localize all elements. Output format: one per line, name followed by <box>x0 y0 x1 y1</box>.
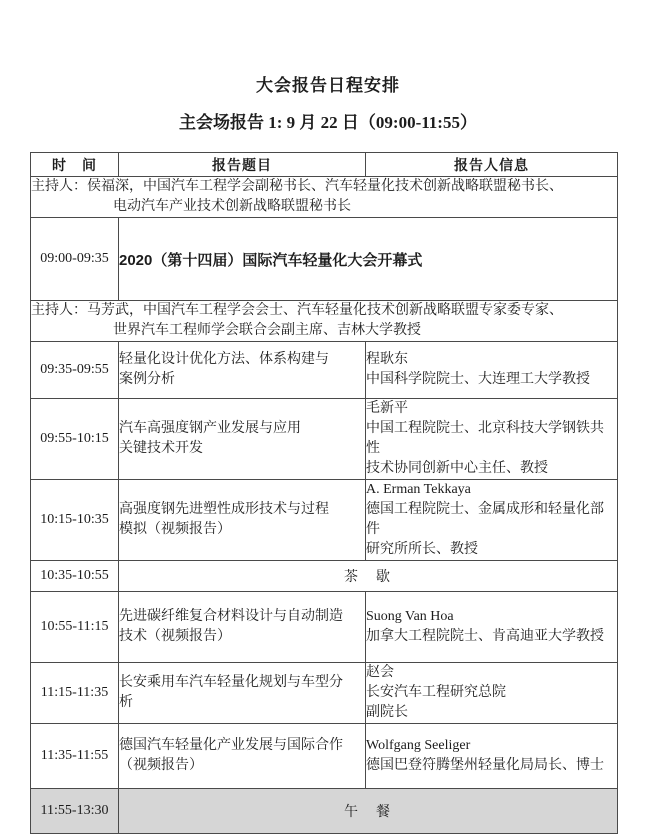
talk-title-cell <box>119 724 366 789</box>
talk-title-cell <box>119 592 366 663</box>
lunch-row <box>31 789 618 834</box>
talk-row <box>31 724 618 789</box>
time-cell: 11:55-13:30 <box>31 789 119 834</box>
moderator-cell <box>31 301 618 342</box>
col-header-time: 时 间 <box>31 153 119 177</box>
moderator-row <box>31 301 618 342</box>
table-header-row <box>31 153 618 177</box>
time-cell: 11:35-11:55 <box>31 724 119 789</box>
speaker-line: 毛新平 <box>366 401 408 416</box>
speaker-line: 德国巴登符腾堡州轻量化局局长、博士 <box>366 758 604 773</box>
talk-title-line: 案例分析 <box>119 372 175 387</box>
talk-title-cell <box>119 480 366 561</box>
speaker-line: A. Erman Tekkaya <box>366 482 471 497</box>
speaker-cell <box>366 342 618 399</box>
time-cell: 10:35-10:55 <box>31 561 119 592</box>
break-label: 茶 歇 <box>119 561 618 592</box>
speaker-line: Suong Van Hoa <box>366 609 454 624</box>
opening-title-cell: 2020（第十四届）国际汽车轻量化大会开幕式 <box>119 218 618 301</box>
talk-title-line: 长安乘用车汽车轻量化规划与车型分 <box>119 675 343 690</box>
time-cell: 09:35-09:55 <box>31 342 119 399</box>
opening-row <box>31 218 618 301</box>
talk-title-line: 先进碳纤维复合材料设计与自动制造 <box>119 609 343 624</box>
speaker-line: 赵会 <box>366 665 394 680</box>
talk-row <box>31 663 618 724</box>
talk-title-line: 技术（视频报告） <box>119 629 231 644</box>
moderator-row <box>31 177 618 218</box>
speaker-line: 加拿大工程院院士、肯高迪亚大学教授 <box>366 629 604 644</box>
talk-row <box>31 342 618 399</box>
talk-title-line: 高强度钢先进塑性成形技术与过程 <box>119 502 329 517</box>
speaker-line: 长安汽车工程研究总院 <box>366 685 506 700</box>
moderator-line: 主持人：马芳武，中国汽车工程学会会士、汽车轻量化技术创新战略联盟专家委专家、 <box>31 303 563 318</box>
speaker-line: 德国工程院院士、金属成形和轻量化部件 <box>366 502 604 537</box>
moderator-line: 世界汽车工程师学会联合会副主席、吉林大学教授 <box>113 323 421 338</box>
talk-row <box>31 480 618 561</box>
time-cell: 11:15-11:35 <box>31 663 119 724</box>
talk-row <box>31 592 618 663</box>
time-cell: 09:55-10:15 <box>31 399 119 480</box>
speaker-line: 程耿东 <box>366 352 408 367</box>
schedule-table-body <box>31 177 618 834</box>
talk-title-cell <box>119 399 366 480</box>
talk-row <box>31 399 618 480</box>
talk-title-cell <box>119 663 366 724</box>
talk-title-cell <box>119 342 366 399</box>
speaker-line: 中国工程院院士、北京科技大学钢铁共性 <box>366 421 604 456</box>
talk-title-line: 德国汽车轻量化产业发展与国际合作 <box>119 738 343 753</box>
talk-title-line: 析 <box>119 695 133 710</box>
speaker-cell <box>366 480 618 561</box>
speaker-line: Wolfgang Seeliger <box>366 738 471 753</box>
speaker-cell <box>366 663 618 724</box>
moderator-cell <box>31 177 618 218</box>
col-header-report-title: 报告题目 <box>119 153 366 177</box>
speaker-line: 中国科学院院士、大连理工大学教授 <box>366 372 590 387</box>
time-cell: 10:55-11:15 <box>31 592 119 663</box>
speaker-line: 研究所所长、教授 <box>366 542 478 557</box>
talk-title-line: 模拟（视频报告） <box>119 522 231 537</box>
speaker-cell <box>366 724 618 789</box>
page-title: 大会报告日程安排 <box>256 76 400 95</box>
moderator-line: 主持人：侯福深，中国汽车工程学会副秘书长、汽车轻量化技术创新战略联盟秘书长、 <box>31 179 563 194</box>
speaker-line: 技术协同创新中心主任、教授 <box>366 461 548 476</box>
schedule-table <box>30 152 618 834</box>
moderator-line: 电动汽车产业技术创新战略联盟秘书长 <box>113 199 351 214</box>
speaker-cell <box>366 592 618 663</box>
page-subtitle: 主会场报告 1: 9 月 22 日（09:00-11:55） <box>179 113 477 132</box>
lunch-label: 午 餐 <box>119 789 618 834</box>
speaker-line: 副院长 <box>366 705 408 720</box>
time-cell: 10:15-10:35 <box>31 480 119 561</box>
talk-title-line: 汽车高强度钢产业发展与应用 <box>119 421 301 436</box>
talk-title-line: （视频报告） <box>119 758 203 773</box>
break-row <box>31 561 618 592</box>
speaker-cell <box>366 399 618 480</box>
talk-title-line: 关键技术开发 <box>119 441 203 456</box>
talk-title-line: 轻量化设计优化方法、体系构建与 <box>119 352 329 367</box>
time-cell: 09:00-09:35 <box>31 218 119 301</box>
col-header-speaker-info: 报告人信息 <box>366 153 618 177</box>
